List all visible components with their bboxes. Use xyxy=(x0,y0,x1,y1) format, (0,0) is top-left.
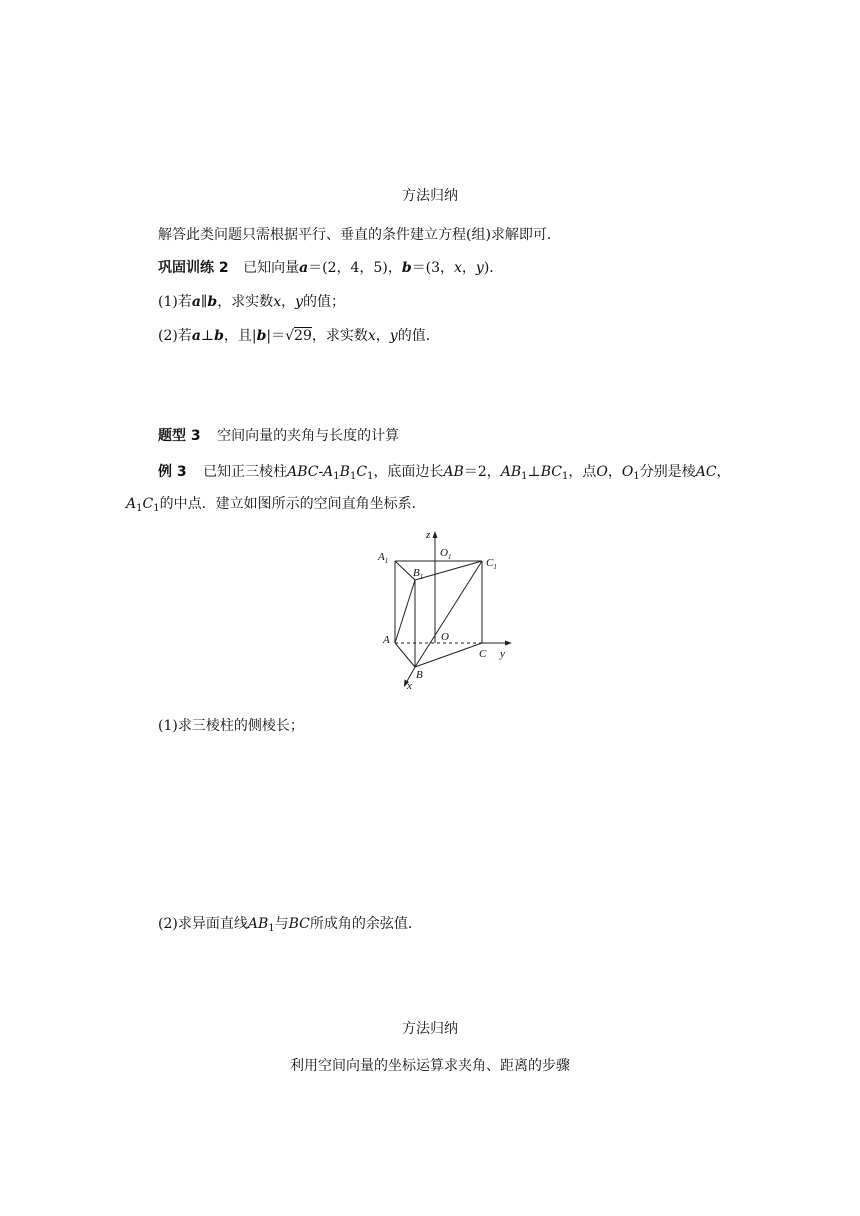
label-a: A xyxy=(383,634,390,646)
practice-statement xyxy=(158,258,503,278)
subscript: 1 xyxy=(333,471,340,482)
sep: ， xyxy=(607,464,622,480)
segment-ab: AB xyxy=(443,464,464,480)
prism-b: B xyxy=(339,464,350,480)
perp-sign: ⊥ xyxy=(200,328,215,344)
topic-heading xyxy=(158,426,399,446)
sep: ， xyxy=(375,328,390,344)
segment-ab1: AB xyxy=(247,916,269,932)
subscript: 1 xyxy=(561,471,569,482)
equals-2: ＝2， xyxy=(463,464,501,480)
label-b1: $B_1$ xyxy=(413,567,424,581)
subscript: 1 xyxy=(633,471,640,482)
vector-b: b xyxy=(401,260,412,276)
q2-suffix: 所成角的余弦值． xyxy=(309,916,422,932)
subscript: 1 xyxy=(153,503,160,514)
q2-and: ，且| xyxy=(223,328,257,344)
var-x: x xyxy=(367,328,376,344)
var-x: x xyxy=(453,260,462,276)
q2-mid: 与 xyxy=(274,916,289,932)
example-statement-line-1 xyxy=(158,462,731,482)
edge-a1: A xyxy=(126,496,137,512)
subscript: 1 xyxy=(349,471,357,482)
sep: ， xyxy=(461,260,476,276)
method-summary-2-title: 方法归纳 xyxy=(402,1021,458,1037)
q2-mid: ，求实数 xyxy=(311,328,368,344)
label-c1: $C_1$ xyxy=(486,557,497,571)
example-text-2: ，底面边长 xyxy=(373,464,444,480)
subscript: 1 xyxy=(268,923,275,934)
example-question-1: (1)求三棱柱的侧棱长； xyxy=(158,718,304,734)
practice-question-1 xyxy=(158,292,345,312)
equals: ＝ xyxy=(411,260,426,276)
practice-question-2 xyxy=(158,326,440,346)
segment-bc: BC xyxy=(288,916,310,932)
subscript: 1 xyxy=(136,503,143,514)
example-text-4: 分别是棱 xyxy=(639,464,696,480)
b-coords: (3， xyxy=(425,260,454,276)
q1-mid: ，求实数 xyxy=(217,294,274,310)
perp-sign: ⊥ xyxy=(527,464,541,480)
vector-b: b xyxy=(207,294,218,310)
prism-figure xyxy=(370,525,520,695)
method-summary-2-text: 利用空间向量的坐标运算求夹角、距离的步骤 xyxy=(290,1058,570,1074)
example-text-3: ，点 xyxy=(568,464,597,480)
point-o1: O xyxy=(621,464,634,480)
parallel-sign: ∥ xyxy=(200,294,208,310)
sqrt-value: 29 xyxy=(294,328,312,344)
label-b: B xyxy=(416,669,423,681)
edge-bc xyxy=(415,643,482,667)
var-y: y xyxy=(475,260,484,276)
label-o: O xyxy=(441,631,449,643)
prism-name: ABC-A xyxy=(287,464,334,480)
example-question-2 xyxy=(158,914,422,934)
q2-prefix: (2)求异面直线 xyxy=(158,916,248,932)
sep: ， xyxy=(281,294,296,310)
var-y: y xyxy=(295,294,304,310)
example-text-5: 的中点．建立如图所示的空间直角坐标系． xyxy=(159,496,426,512)
comma: ， xyxy=(716,464,731,480)
vector-b: b xyxy=(256,328,267,344)
vector-a: a xyxy=(299,260,309,276)
segment-ab1: AB xyxy=(500,464,522,480)
q1-suffix: 的值； xyxy=(303,294,346,310)
point-o: O xyxy=(596,464,608,480)
prism-c: C xyxy=(356,464,368,480)
close: )． xyxy=(483,260,504,276)
example-statement-line-2 xyxy=(126,494,426,514)
var-y: y xyxy=(389,328,398,344)
z-axis-arrow xyxy=(433,531,438,538)
edge-c1: C xyxy=(142,496,154,512)
q2-prefix: (2)若 xyxy=(158,328,192,344)
sqrt-sign: √ xyxy=(285,328,295,344)
topic-label: 题型 3 xyxy=(158,428,201,444)
subscript: 1 xyxy=(521,471,528,482)
equals: ＝ xyxy=(308,260,323,276)
y-axis-arrow xyxy=(505,641,512,646)
abs-close: |＝ xyxy=(266,328,286,344)
edge-a1b1 xyxy=(395,561,415,580)
segment-bc1: BC xyxy=(540,464,562,480)
practice-intro: 已知向量 xyxy=(243,260,300,276)
vector-b: b xyxy=(214,328,224,344)
label-z: z xyxy=(426,529,431,541)
segment-ab1 xyxy=(395,580,415,643)
edge-ab xyxy=(395,643,415,667)
q1-prefix: (1)若 xyxy=(158,294,192,310)
label-x: x xyxy=(407,680,412,692)
edge-ac: AC xyxy=(695,464,717,480)
label-o1: $O_1$ xyxy=(440,547,452,561)
var-x: x xyxy=(273,294,282,310)
q2-suffix: 的值． xyxy=(397,328,440,344)
practice-label: 巩固训练 2 xyxy=(158,260,229,276)
subscript: 1 xyxy=(367,471,374,482)
comma: ， xyxy=(387,260,402,276)
label-c: C xyxy=(479,648,487,660)
method-summary-text: 解答此类问题只需根据平行、垂直的条件建立方程(组)求解即可． xyxy=(158,227,561,243)
vector-a: a xyxy=(191,294,201,310)
label-a1: $A_1$ xyxy=(378,551,389,565)
method-summary-title: 方法归纳 xyxy=(402,188,458,204)
label-y: y xyxy=(500,648,505,660)
example-text-1: 已知正三棱柱 xyxy=(203,464,288,480)
topic-title: 空间向量的夹角与长度的计算 xyxy=(217,428,400,444)
vector-a: a xyxy=(191,328,201,344)
a-coords: (2，4，5) xyxy=(322,260,388,276)
example-label: 例 3 xyxy=(158,464,187,480)
